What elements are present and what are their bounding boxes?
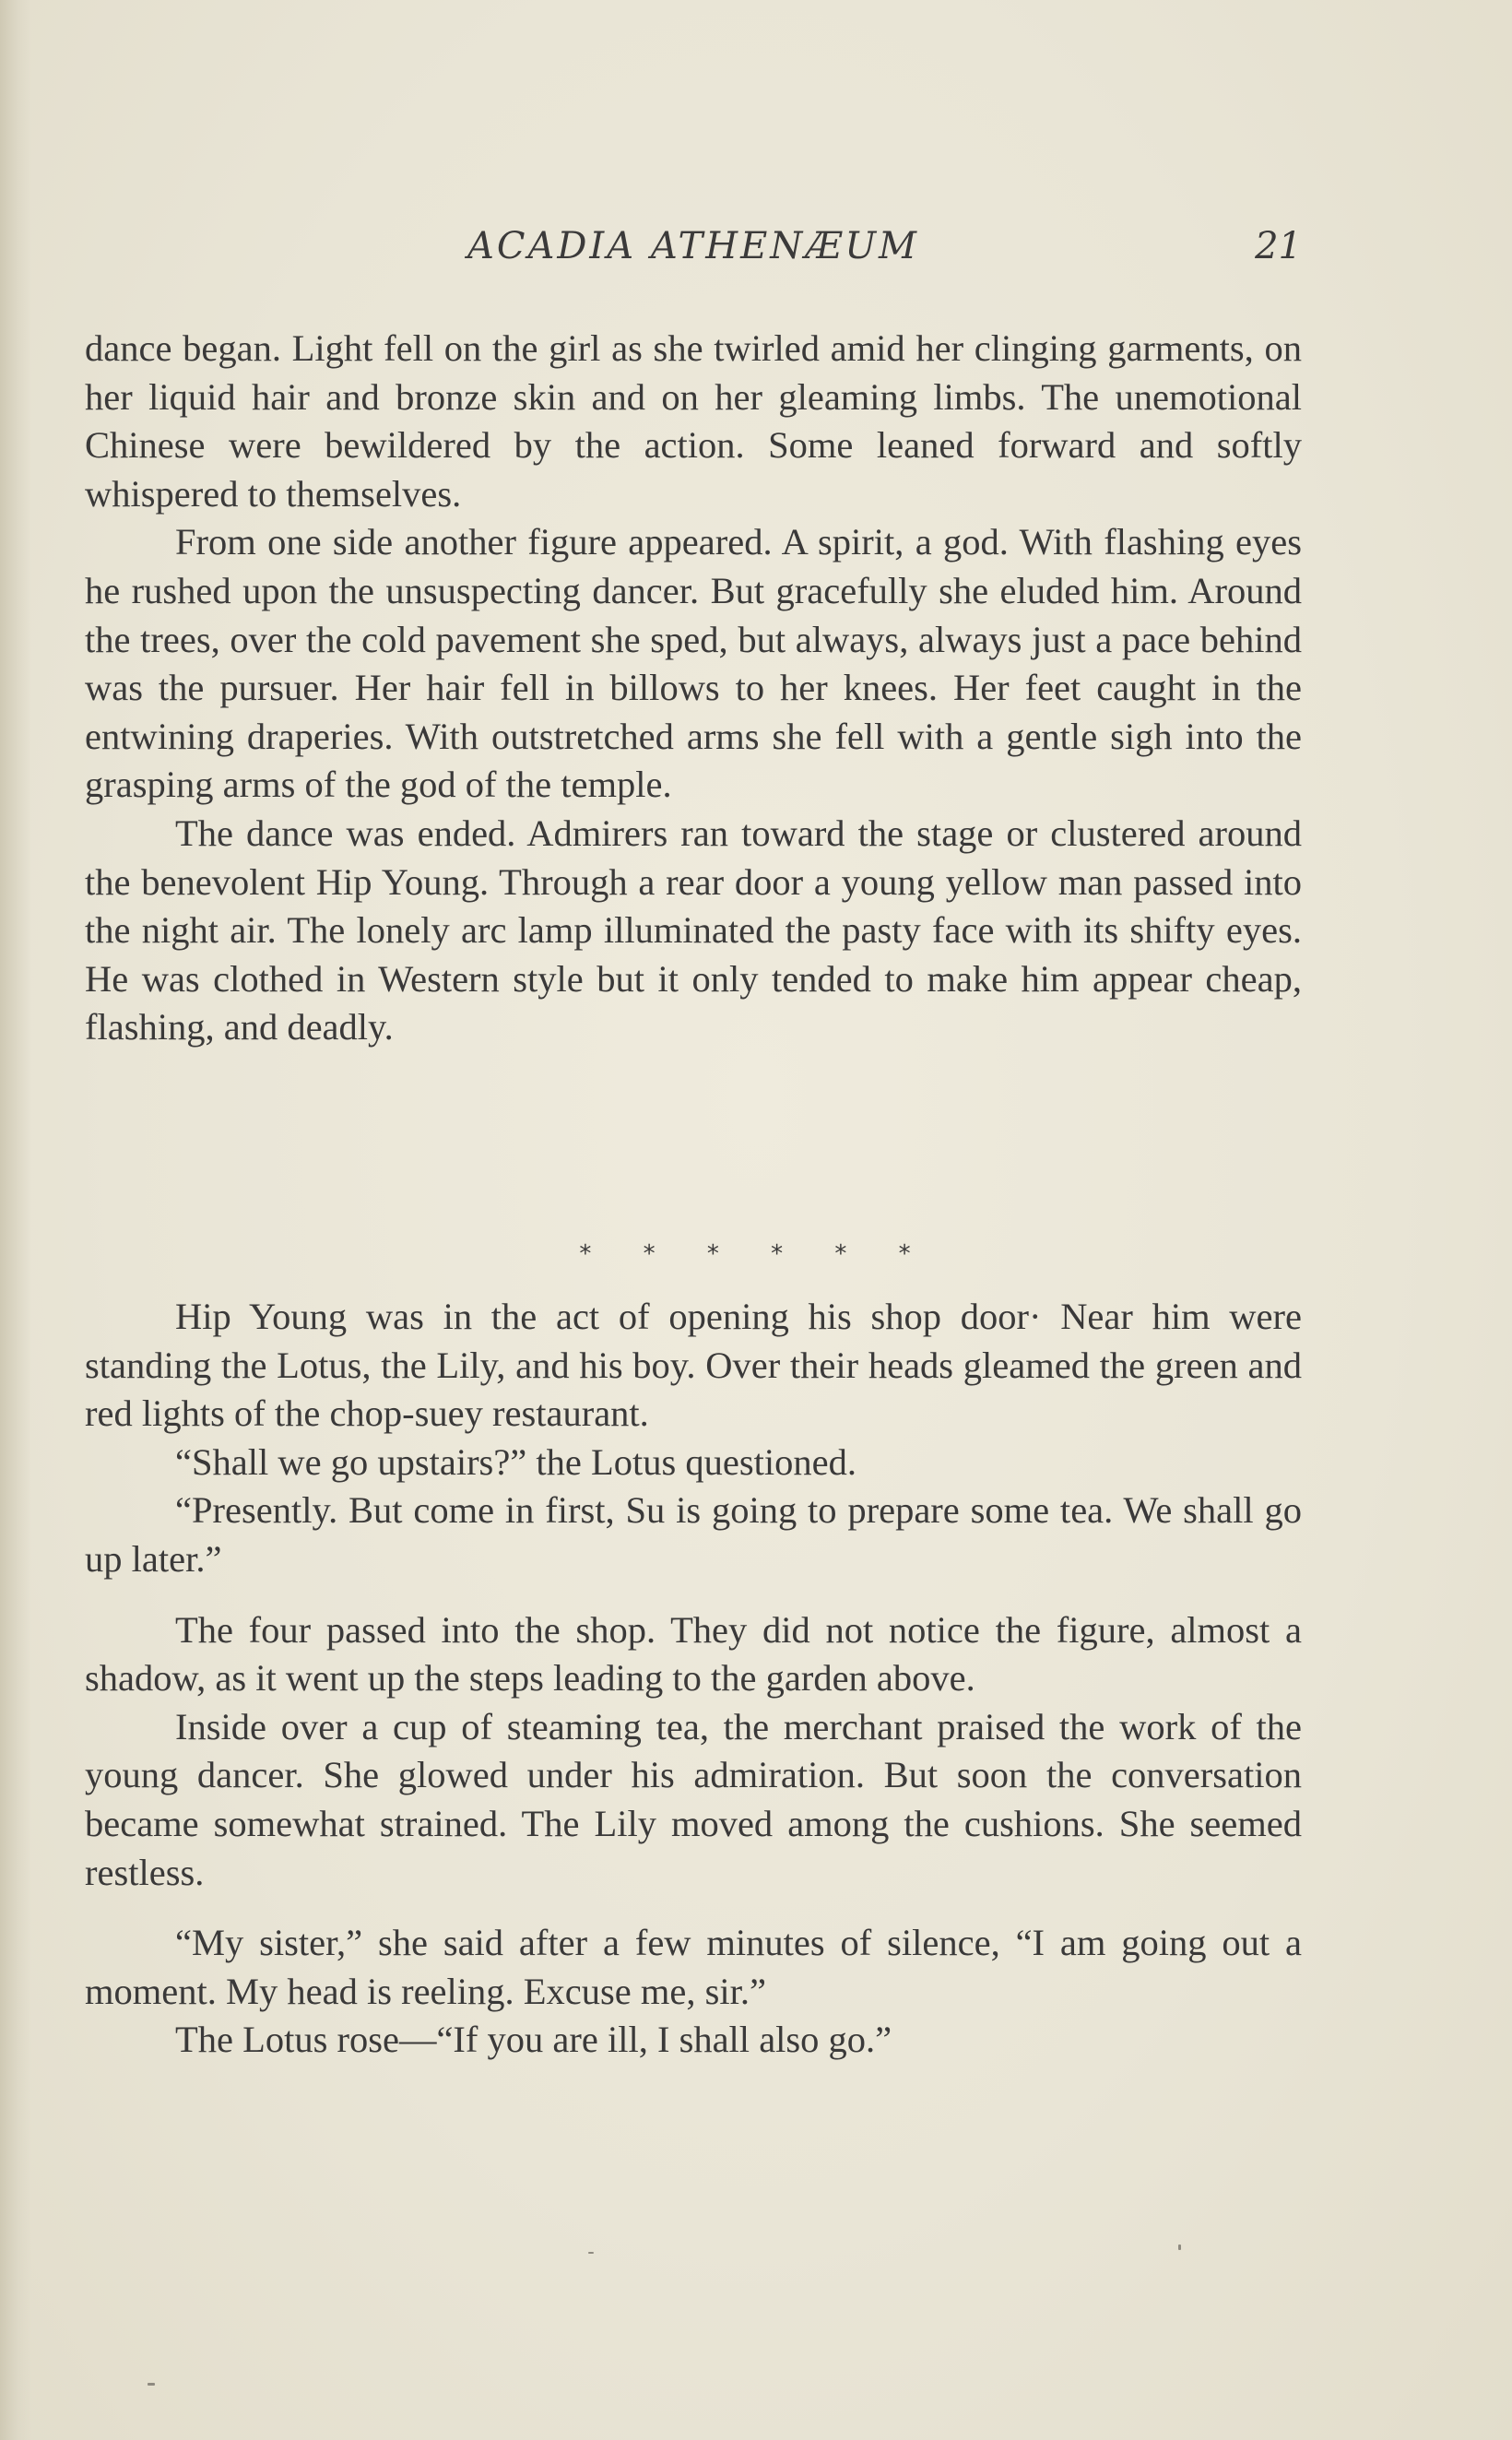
paragraph: Hip Young was in the act of opening his shop door· Near him were standing the Lotus, the Lily, and his boy. Over their heads gleamed the green and red lights of the chop-suey restaurant.	[85, 1296, 1302, 1435]
paragraph: The four passed into the shop. They did not notice the figure, almost a shadow, as it went up the steps leading to the garden above.	[85, 1608, 1302, 1700]
running-title: ACADIA ATHENÆUM	[467, 225, 920, 267]
paragraph: dance began. Light fell on the girl as she twirled amid her clinging garments, on her liquid hair and bronze skin and on her gleaming limbs. The unemotional Chinese were bewildered by the action. Some leaned forward and softly whispered to themselves.	[85, 327, 1302, 515]
page-gutter-shadow	[0, 0, 31, 2440]
paper-speck	[1178, 2245, 1181, 2250]
section-break: * * * * * *	[579, 1240, 933, 1268]
paragraph: From one side another figure appeared. A spirit, a god. With flashing eyes he rushed upon the unsuspecting dancer. But gracefully she eluded him. Around the trees, over the cold pavement she sped, but always, always just a pace behind was the pursuer. Her hair fell in billows to her knees. Her feet caught in the entwining draperies. With outstretched arms she fell with a gentle sigh into the grasping arms of the god of the temple.	[85, 521, 1302, 806]
paragraph: “Presently. But come in first, Su is going to prepare some tea. We shall go up later.”	[85, 1489, 1302, 1580]
text-section-1	[85, 325, 1302, 1052]
paragraph: Inside over a cup of steaming tea, the merchant praised the work of the young dancer. She glowed under his admiration. But soon the conversation became somewhat strained. The Lily moved among the cushions. She seemed restless.	[85, 1705, 1302, 1893]
page-number: 21	[1255, 225, 1302, 267]
paragraph: The dance was ended. Admirers ran toward the stage or clustered around the benevolent Hip Young. Through a rear door a young yellow man passed into the night air. The lonely arc lamp illuminated the pasty face with its shifty eyes. He was clothed in Western style but it only tended to make him appear cheap, flashing, and deadly.	[85, 811, 1302, 1048]
paragraph: “My sister,” she said after a few minutes of silence, “I am going out a moment. My head is reeling. Excuse me, sir.”	[85, 1922, 1302, 2012]
text-section-2	[85, 1293, 1302, 2065]
paper-speck	[148, 2383, 155, 2386]
paper-speck	[588, 2252, 594, 2254]
page-header	[85, 225, 1302, 280]
paragraph: The Lotus rose—“If you are ill, I shall also go.”	[175, 2019, 892, 2061]
paragraph: “Shall we go upstairs?” the Lotus questioned.	[175, 1440, 856, 1483]
